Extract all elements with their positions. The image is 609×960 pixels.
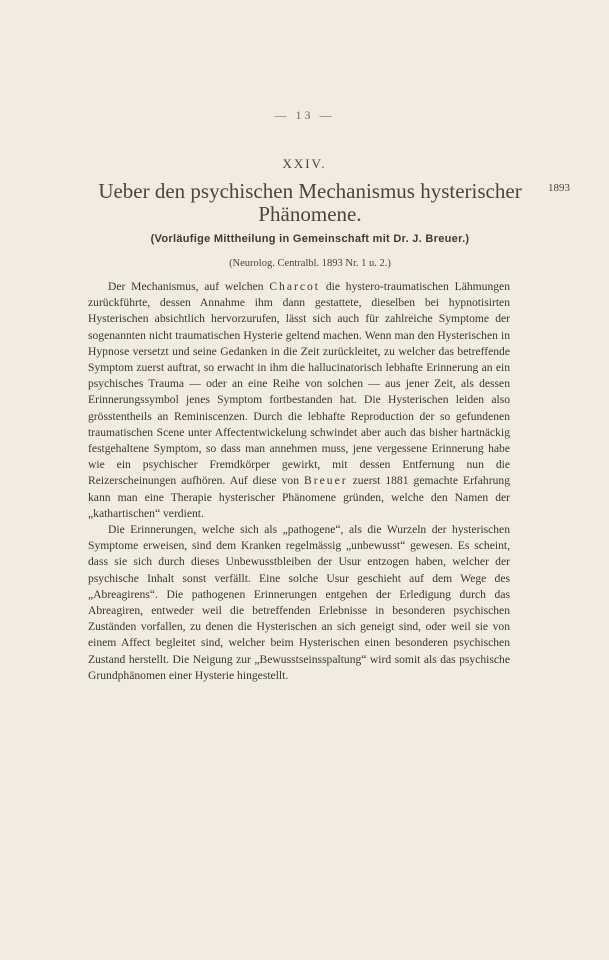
- paragraph-1-part-3: zuerst 1881 gemachte Erfahrung kann man eine Therapie hysterischer Phänomene gründen, welche den Namen der „kathartischen“ verdient.: [88, 474, 510, 520]
- paragraph-1-part-2: die hystero-traumatischen Lähmungen zurückführte, dessen Annahme ihm dann gestattete, dieselben bei hypnotisirten Hysterischen absichtlich hervorzurufen, lässt sich auch für zahlreiche Symptome der sogenannten nicht traumatischen Hysterie geltend machen. Wenn man den Hysterischen in Hypnose versetzt und seine Gedanken in die Zeit zurückleitet, zu welcher das betreffende Symptom zuerst auftrat, so erwacht in ihm die hallucinatorisch lebhafte Erinnerung an ein psychisches Trauma — oder an eine Reihe von solchen — aus jener Zeit, als dessen Erinnerungssymbol jenes Symptom fortbestanden hat. Die Hysterischen leiden also grösstentheils an Reminiscenzen. Durch die lebhafte Reproduction der so gefundenen traumatischen Scene unter Affectentwickelung schwindet aber auch das bisher hartnäckig festgehaltene Symptom, so dass man annehmen muss, jene vergessene Erinnerung habe wie ein psychischer Fremdkörper gewirkt, mit dessen Entfernung nun die Reizerscheinungen aufhören. Auf diese von: [88, 280, 510, 488]
- paragraph-2: Die Erinnerungen, welche sich als „pathogene“, als die Wurzeln der hysterischen Symptome erweisen, sind dem Kranken regelmässig „unbewusst“ gewesen. Es scheint, dass sie sich durch dieses Unbewusstbleiben der Usur entzogen haben, welcher der psychische Inhalt sonst verfällt. Eine solche Usur geschieht auf dem Wege des „Abreagirens“. Die pathogenen Erinnerungen entgehen der Erledigung durch das Abreagiren, entweder weil die betreffenden Erlebnisse in besonderen psychischen Zuständen vorfallen, zu denen die Hysterischen an sich geneigt sind, oder weil sie von einem Affect begleitet sind, welcher beim Hysterischen einen besonderen psychischen Zustand herstellt. Die Neigung zur „Bewusstseinsspaltung“ wird somit als das psychische Grundphänomen einer Hysterie hingestellt.: [88, 523, 510, 682]
- article-title: Ueber den psychischen Mechanismus hysterischer Phänomene.: [98, 179, 522, 226]
- margin-year: 1893: [548, 182, 570, 194]
- body-text: [88, 279, 510, 684]
- page-number: — 13 —: [274, 108, 335, 122]
- article-subtitle: (Vorläufige Mittheilung in Gemeinschaft mit Dr. J. Breuer.): [150, 233, 470, 245]
- paragraph-1: [88, 279, 510, 522]
- name-breuer: Breuer: [304, 474, 348, 488]
- section-number: XXIV.: [282, 156, 327, 171]
- name-charcot: Charcot: [269, 280, 321, 293]
- citation: (Neurolog. Centralbl. 1893 Nr. 1 u. 2.): [229, 258, 391, 269]
- paragraph-1-part-1: Der Mechanismus, auf welchen: [108, 280, 270, 293]
